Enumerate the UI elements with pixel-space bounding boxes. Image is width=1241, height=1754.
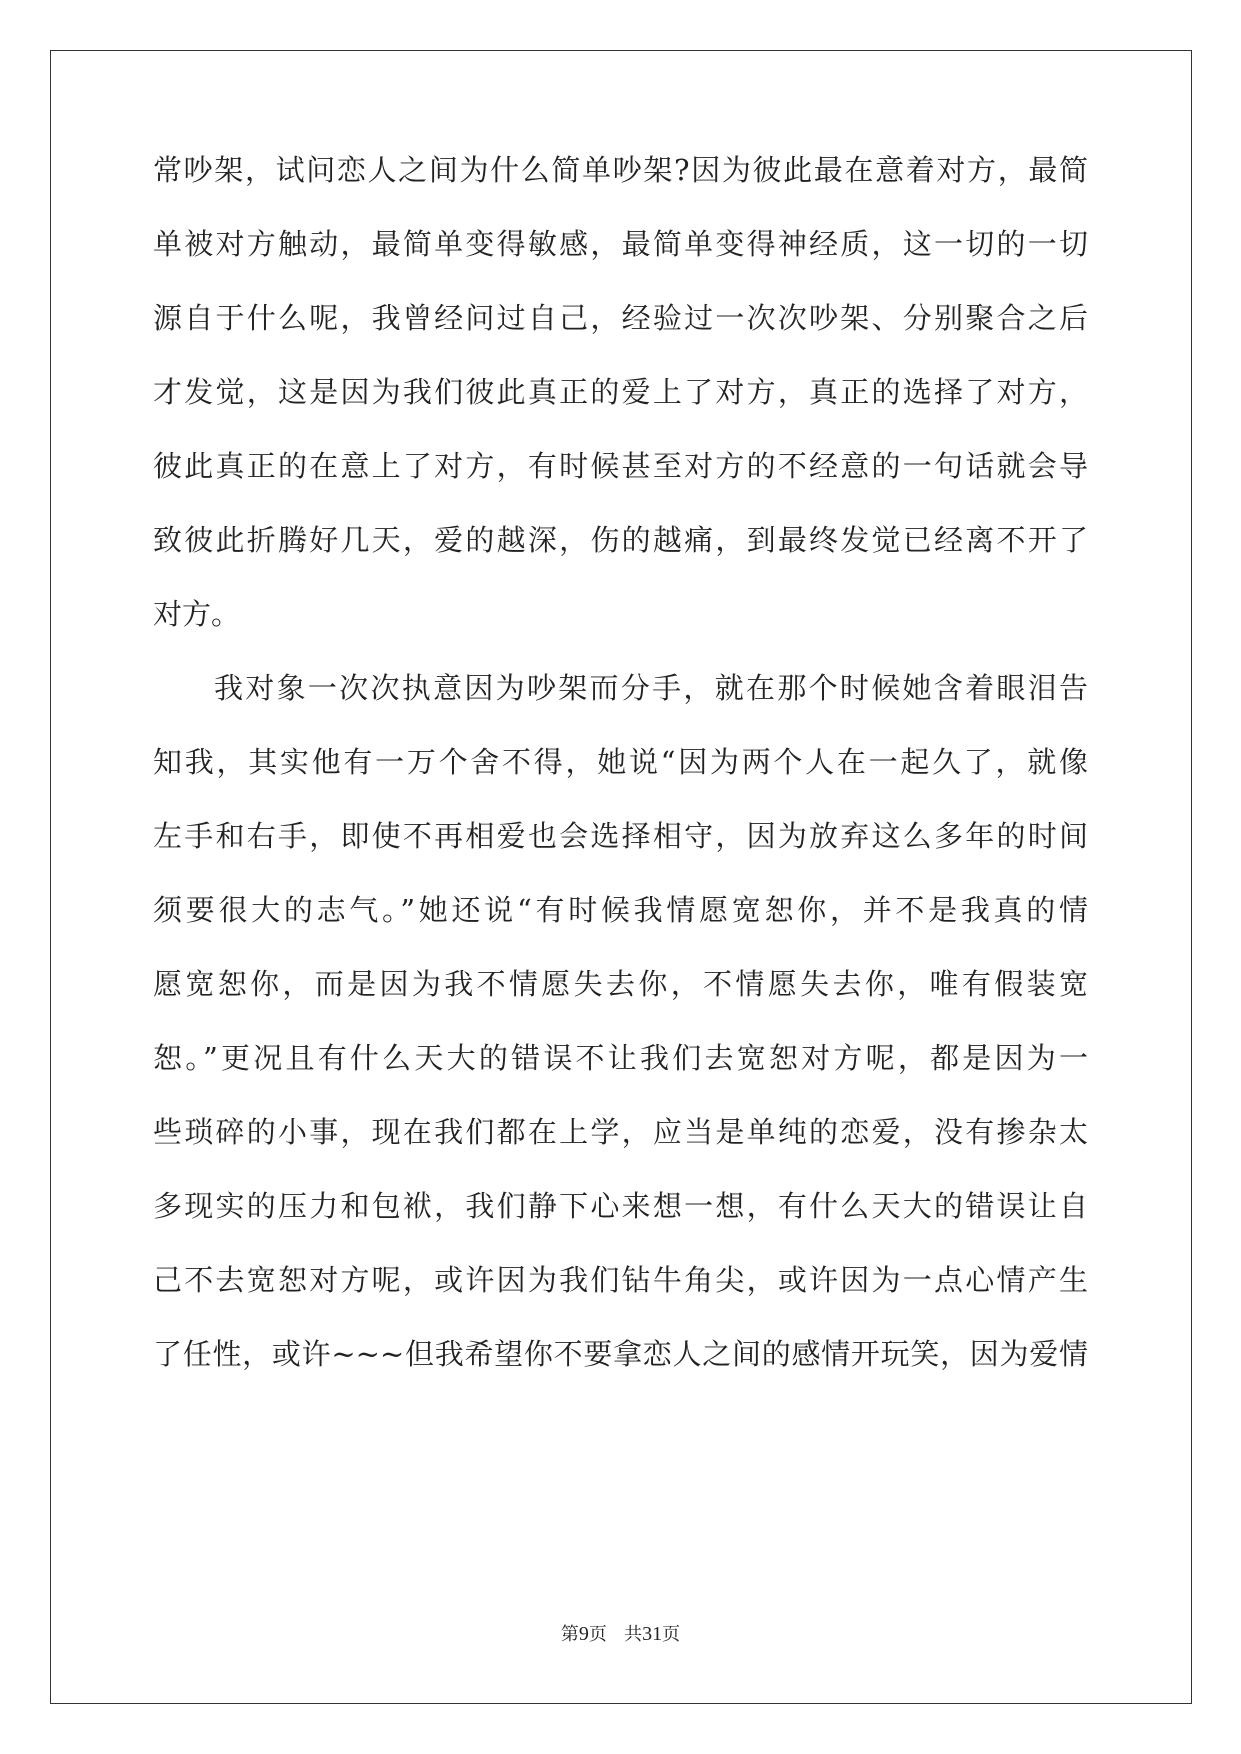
paragraph-line: 对方。	[153, 597, 241, 631]
paragraph-line: 我对象一次次执意因为吵架而分手，就在那个时候她含着眼泪告	[214, 671, 1088, 705]
footer-page-suffix: 页	[588, 1624, 607, 1645]
page-footer	[0, 1622, 1241, 1647]
paragraph-line: 左手和右手，即使不再相爱也会选择相守，因为放弃这么多年的时间	[153, 819, 1088, 853]
paragraph-line: 了任性，或许~~~但我希望你不要拿恋人之间的感情开玩笑，因为爱情	[153, 1337, 1088, 1371]
total-pages-number: 31	[642, 1623, 663, 1645]
paragraph-line: 才发觉，这是因为我们彼此真正的爱上了对方，真正的选择了对方，	[153, 375, 1088, 409]
paragraph-line: 知我，其实他有一万个舍不得，她说“因为两个人在一起久了，就像	[153, 745, 1088, 779]
paragraph-line: 恕。”更况且有什么天大的错误不让我们去宽恕对方呢，都是因为一	[153, 1041, 1088, 1075]
paragraph-line: 须要很大的志气。”她还说“有时候我情愿宽恕你，并不是我真的情	[153, 893, 1088, 927]
paragraph-line: 单被对方触动，最简单变得敏感，最简单变得神经质，这一切的一切	[153, 227, 1088, 261]
paragraph-line: 源自于什么呢，我曾经问过自己，经验过一次次吵架、分别聚合之后	[153, 301, 1088, 335]
paragraph-line: 常吵架，试问恋人之间为什么简单吵架?因为彼此最在意着对方，最简	[153, 153, 1088, 187]
footer-total-prefix: 共	[624, 1624, 643, 1645]
paragraph-line: 己不去宽恕对方呢，或许因为我们钻牛角尖，或许因为一点心情产生	[153, 1263, 1088, 1297]
current-page-number: 9	[578, 1623, 589, 1645]
paragraph-line: 多现实的压力和包袱，我们静下心来想一想，有什么天大的错误让自	[153, 1189, 1088, 1223]
footer-total-suffix: 页	[662, 1624, 681, 1645]
paragraph-line: 些琐碎的小事，现在我们都在上学，应当是单纯的恋爱，没有掺杂太	[153, 1115, 1088, 1149]
footer-prefix: 第	[560, 1624, 579, 1645]
paragraph-line: 彼此真正的在意上了对方，有时候甚至对方的不经意的一句话就会导	[153, 449, 1088, 483]
paragraph-line: 愿宽恕你，而是因为我不情愿失去你，不情愿失去你，唯有假装宽	[153, 967, 1088, 1001]
paragraph-line: 致彼此折腾好几天，爱的越深，伤的越痛，到最终发觉已经离不开了	[153, 523, 1088, 557]
